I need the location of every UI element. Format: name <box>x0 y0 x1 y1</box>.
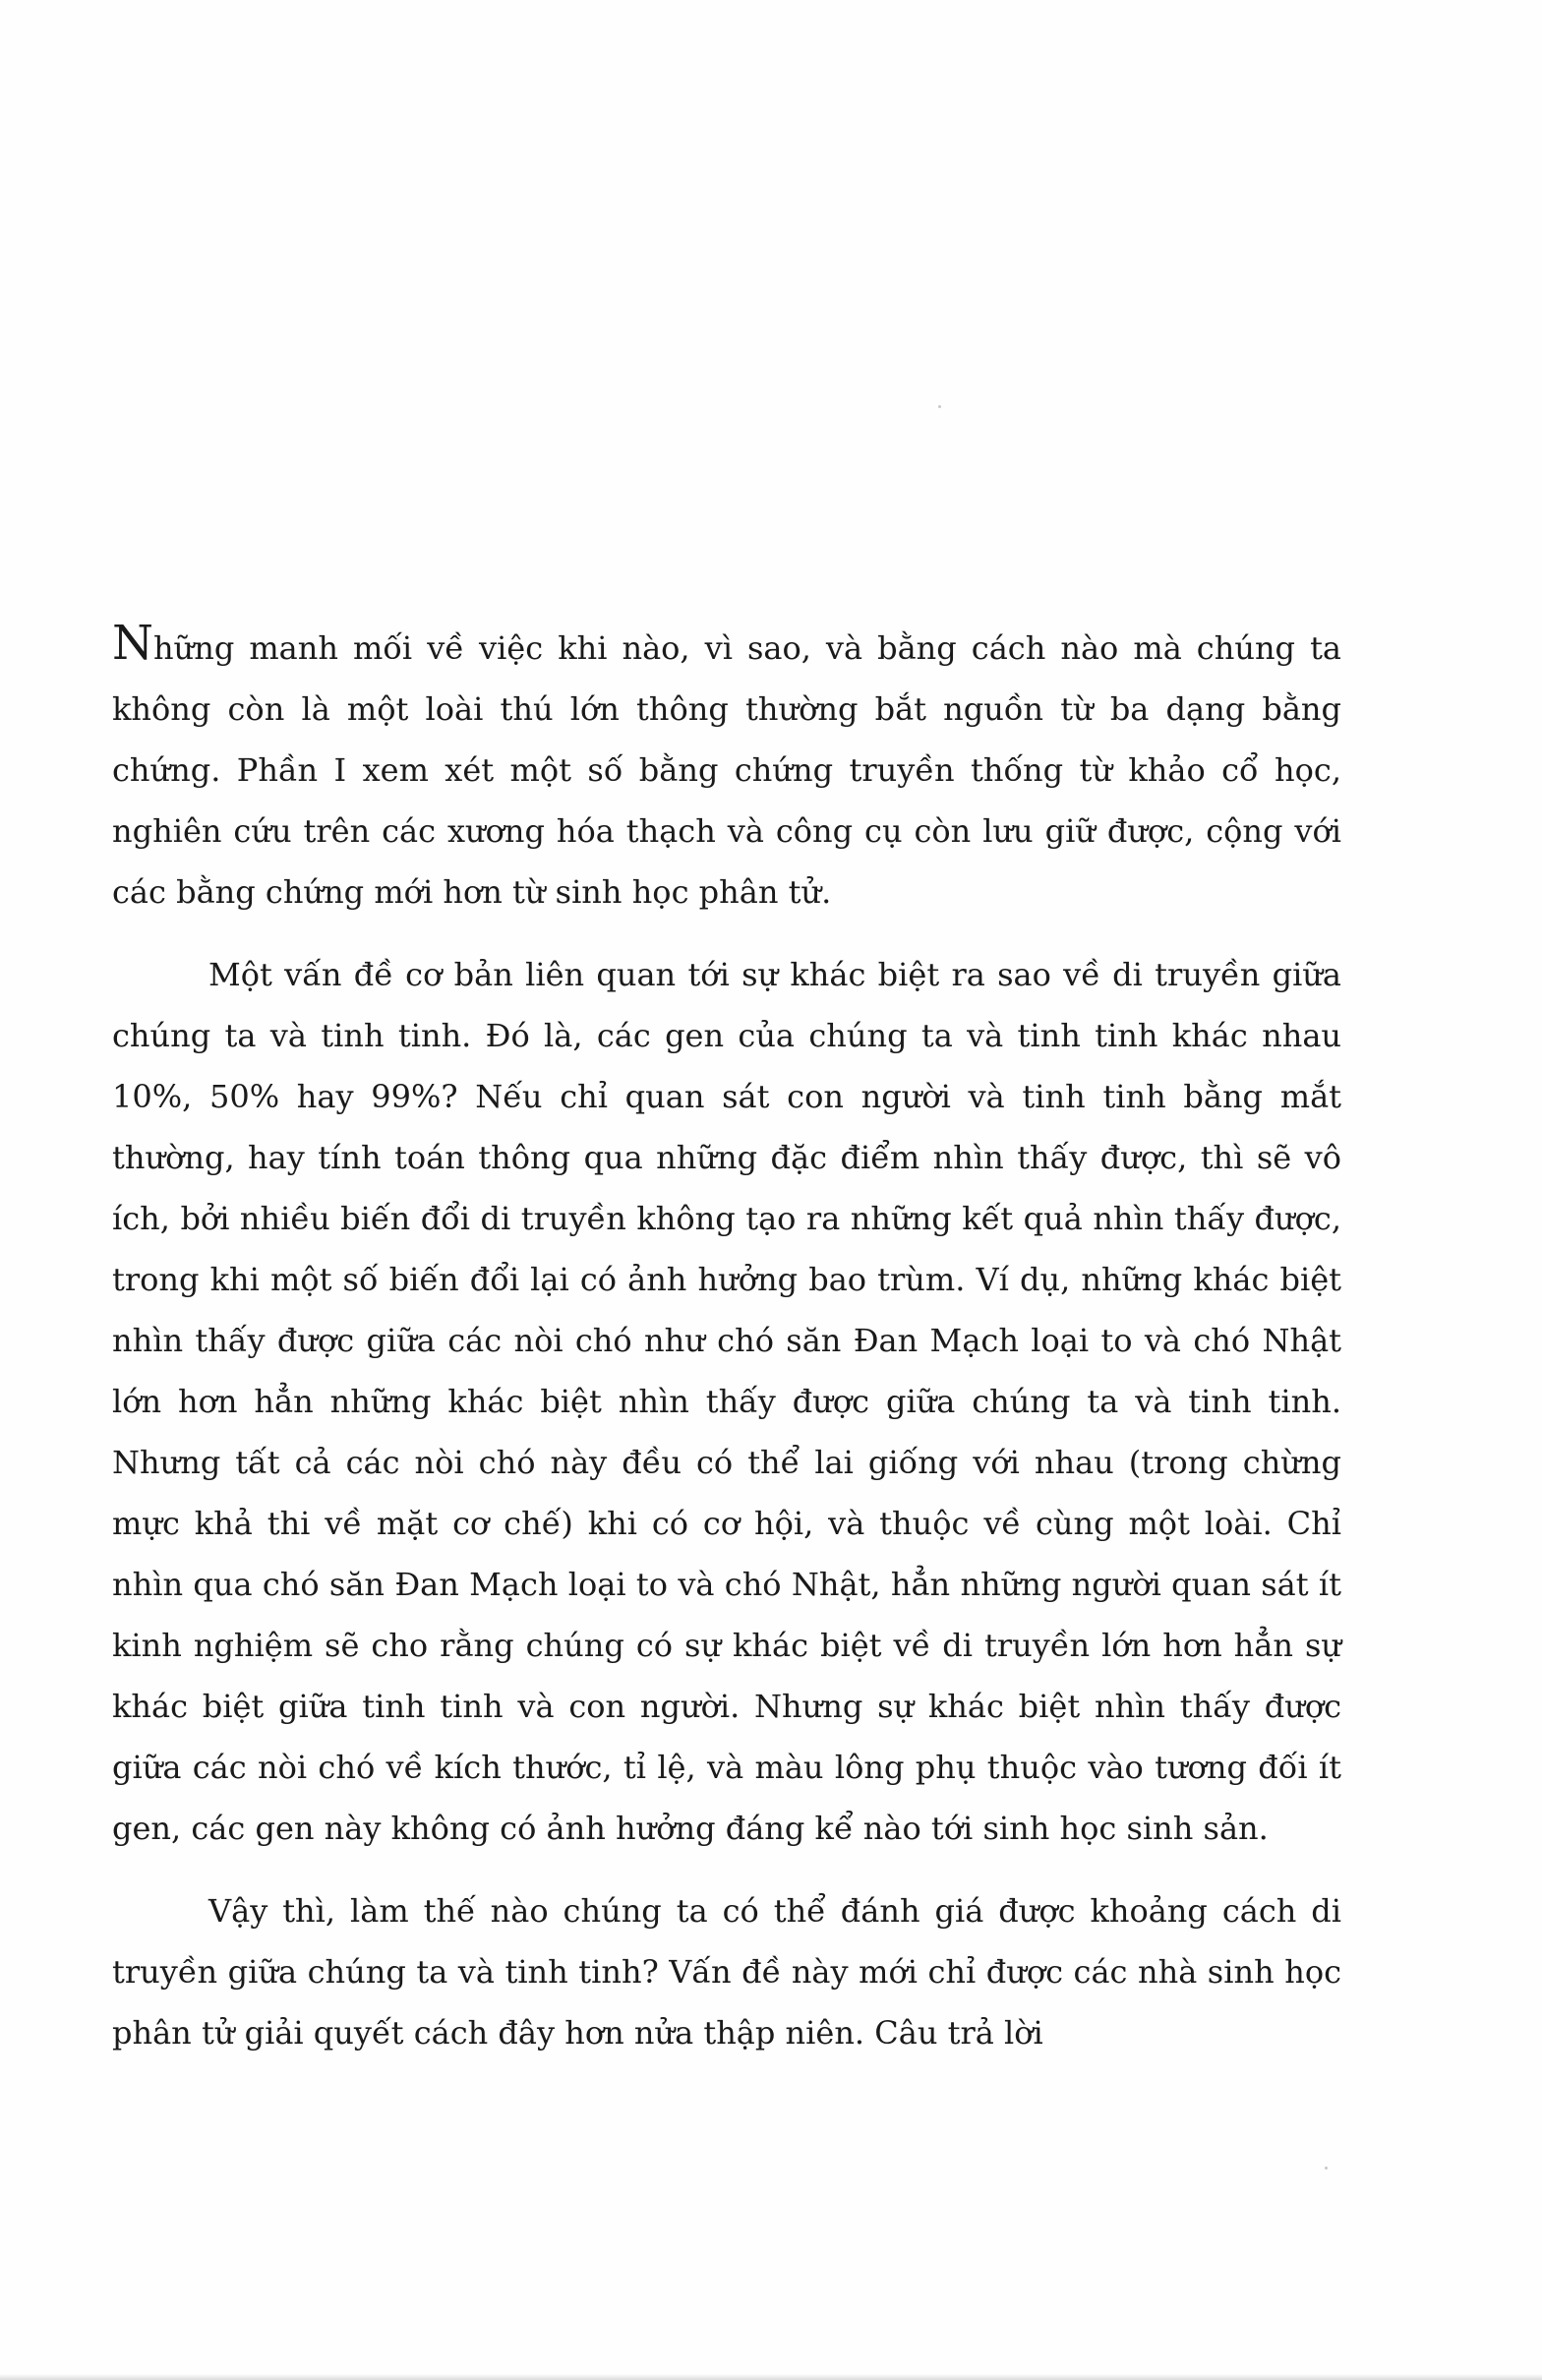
paragraph-1 <box>112 618 1341 922</box>
body-text <box>112 618 1341 2085</box>
paragraph-1-text: hững manh mối về việc khi nào, vì sao, và bằng cách nào mà chúng ta không còn là một loài thú lớn thông thường bắt nguồn từ ba dạng bằng chứng. Phần I xem xét một số bằng chứng truyền thống từ khảo cổ học, nghiên cứu trên các xương hóa thạch và công cụ còn lưu giữ được, cộng với các bằng chứng mới hơn từ sinh học phân tử. <box>112 629 1341 911</box>
scan-speck <box>938 405 941 408</box>
paragraph-3: Vậy thì, làm thế nào chúng ta có thể đánh giá được khoảng cách di truyền giữa chúng ta và tinh tinh? Vấn đề này mới chỉ được các nhà sinh học phân tử giải quyết cách đây hơn nửa thập niên. Câu trả lời <box>112 1892 1341 2052</box>
page-edge-shadow <box>0 2374 1542 2380</box>
drop-initial: N <box>112 616 153 671</box>
scan-speck <box>1325 2167 1328 2170</box>
paragraph-2: Một vấn đề cơ bản liên quan tới sự khác biệt ra sao về di truyền giữa chúng ta và tinh tinh. Đó là, các gen của chúng ta và tinh tinh khác nhau 10%, 50% hay 99%? Nếu chỉ quan sát con người và tinh tinh bằng mắt thường, hay tính toán thông qua những đặc điểm nhìn thấy được, thì sẽ vô ích, bởi nhiều biến đổi di truyền không tạo ra những kết quả nhìn thấy được, trong khi một số biến đổi lại có ảnh hưởng bao trùm. Ví dụ, những khác biệt nhìn thấy được giữa các nòi chó như chó săn Đan Mạch loại to và chó Nhật lớn hơn hẳn những khác biệt nhìn thấy được giữa chúng ta và tinh tinh. Nhưng tất cả các nòi chó này đều có thể lai giống với nhau (trong chừng mực khả thi về mặt cơ chế) khi có cơ hội, và thuộc về cùng một loài. Chỉ nhìn qua chó săn Đan Mạch loại to và chó Nhật, hẳn những người quan sát ít kinh nghiệm sẽ cho rằng chúng có sự khác biệt về di truyền lớn hơn hẳn sự khác biệt giữa tinh tinh và con người. Nhưng sự khác biệt nhìn thấy được giữa các nòi chó về kích thước, tỉ lệ, và màu lông phụ thuộc vào tương đối ít gen, các gen này không có ảnh hưởng đáng kể nào tới sinh học sinh sản. <box>112 956 1341 1847</box>
